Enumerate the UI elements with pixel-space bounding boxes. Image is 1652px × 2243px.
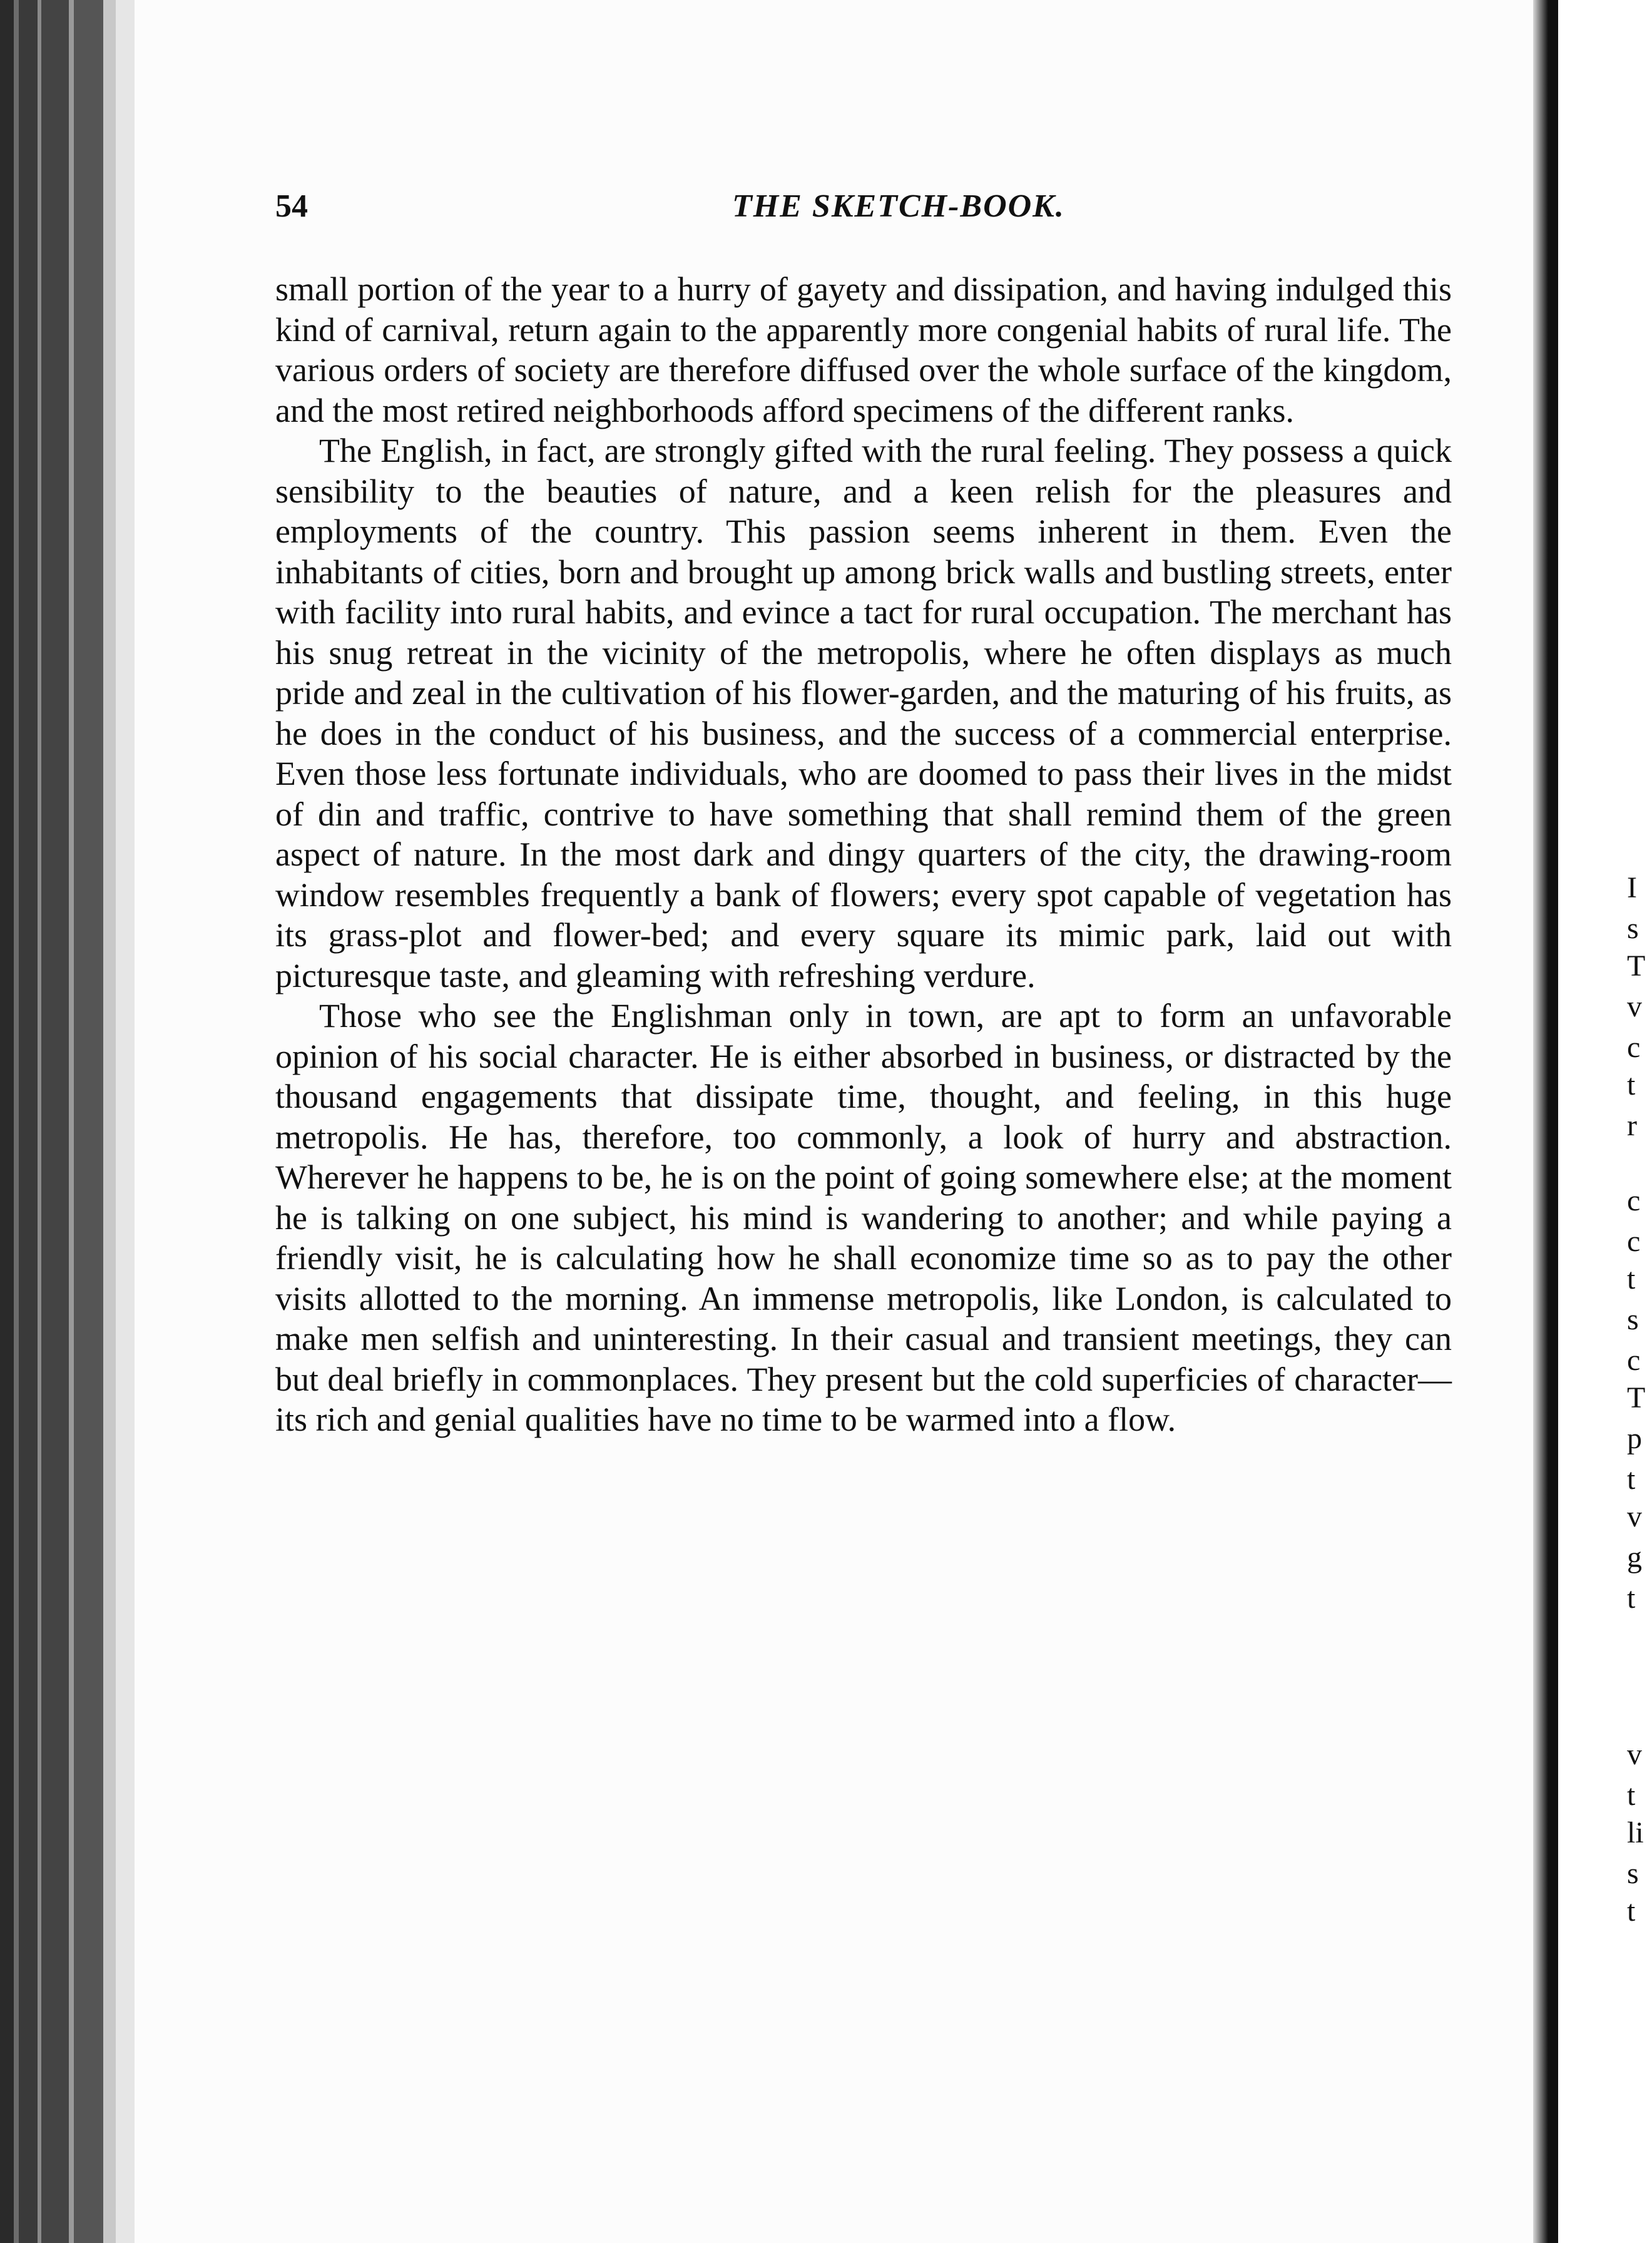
adjacent-page-letter: c (1627, 1225, 1641, 1258)
adjacent-page (1558, 0, 1652, 2243)
page-header (275, 188, 1151, 238)
adjacent-page-letter: r (1627, 1109, 1637, 1142)
adjacent-page-letter: c (1627, 1184, 1641, 1217)
adjacent-page-letter: c (1627, 1031, 1641, 1064)
adjacent-page-letter: t (1627, 1779, 1636, 1812)
adjacent-page-letter: s (1627, 912, 1639, 945)
adjacent-page-letter: t (1627, 1894, 1636, 1928)
adjacent-page-letter: t (1627, 1463, 1636, 1496)
book-binding-edge (0, 0, 135, 2243)
adjacent-page-letter: T (1627, 1381, 1646, 1414)
adjacent-page-letter: T (1627, 949, 1646, 983)
adjacent-page-letter: t (1627, 1581, 1636, 1615)
adjacent-page-letter: t (1627, 1068, 1636, 1101)
page-gutter (1533, 0, 1558, 2243)
adjacent-page-letter: s (1627, 1303, 1639, 1336)
adjacent-page-letter: v (1627, 1738, 1642, 1771)
paragraph-2: The English, in fact, are strongly gifted with the rural feeling. They possess a quick sensibility to the beauties of nature, and a keen relish for the pleasures and employments of the country. This passion seems inherent in them. Even the inhabitants of cities, born and brought up among brick walls and bustling streets, enter with facility into rural habits, and evince a tact for rural occupation. The merchant has his snug retreat in the vicinity of the metropolis, where he often displays as much pride and zeal in the cultivation of his flower-garden, and the maturing of his fruits, as he does in the conduct of his business, and the success of a commercial enterprise. Even those less fortunate individuals, who are doomed to pass their lives in the midst of din and traffic, contrive to have something that shall remind them of the green aspect of nature. In the most dark and dingy quarters of the city, the drawing-room window resembles frequently a bank of flowers; every spot capable of vegetation has its grass-plot and flower-bed; and every square its mimic park, laid out with picturesque taste, and gleaming with refreshing verdure. (275, 432, 1452, 994)
adjacent-page-letter: t (1627, 1262, 1636, 1295)
adjacent-page-letter: g (1627, 1541, 1642, 1574)
adjacent-page-letter: c (1627, 1344, 1641, 1377)
adjacent-page-letter: I (1627, 871, 1637, 904)
adjacent-page-letter: v (1627, 990, 1642, 1023)
adjacent-page-letter: v (1627, 1500, 1642, 1533)
adjacent-page-letter: li (1627, 1816, 1644, 1849)
body-text (275, 269, 1452, 1440)
adjacent-page-letter: s (1627, 1857, 1639, 1890)
page-number: 54 (275, 188, 308, 224)
adjacent-page-letter: p (1627, 1422, 1642, 1455)
running-title: THE SKETCH-BOOK. (732, 188, 1065, 224)
paragraph-3: Those who see the Englishman only in town, are apt to form an unfavorable opinion of his social character. He is either absorbed in business, or distracted by the thousand engagements that dissipate time, thought, and feeling, in this huge metropolis. He has, therefore, too commonly, a look of hurry and abstraction. Wherever he happens to be, he is on the point of going somewhere else; at the moment he is talking on one subject, his mind is wandering to another; and while paying a friendly visit, he is calculating how he shall economize time so as to pay the other visits allotted to the morning. An immense metropolis, like London, is calculated to make men selfish and uninteresting. In their casual and transient meetings, they can but deal briefly in commonplaces. They present but the cold superficies of character—its rich and genial qualities have no time to be warmed into a flow. (275, 997, 1452, 1438)
paragraph-1: small portion of the year to a hurry of gayety and dissipation, and having indulged this kind of carnival, return again to the apparently more congenial habits of rural life. The various orders of society are therefore diffused over the whole surface of the kingdom, and the most retired neighborhoods afford specimens of the different ranks. (275, 270, 1452, 429)
